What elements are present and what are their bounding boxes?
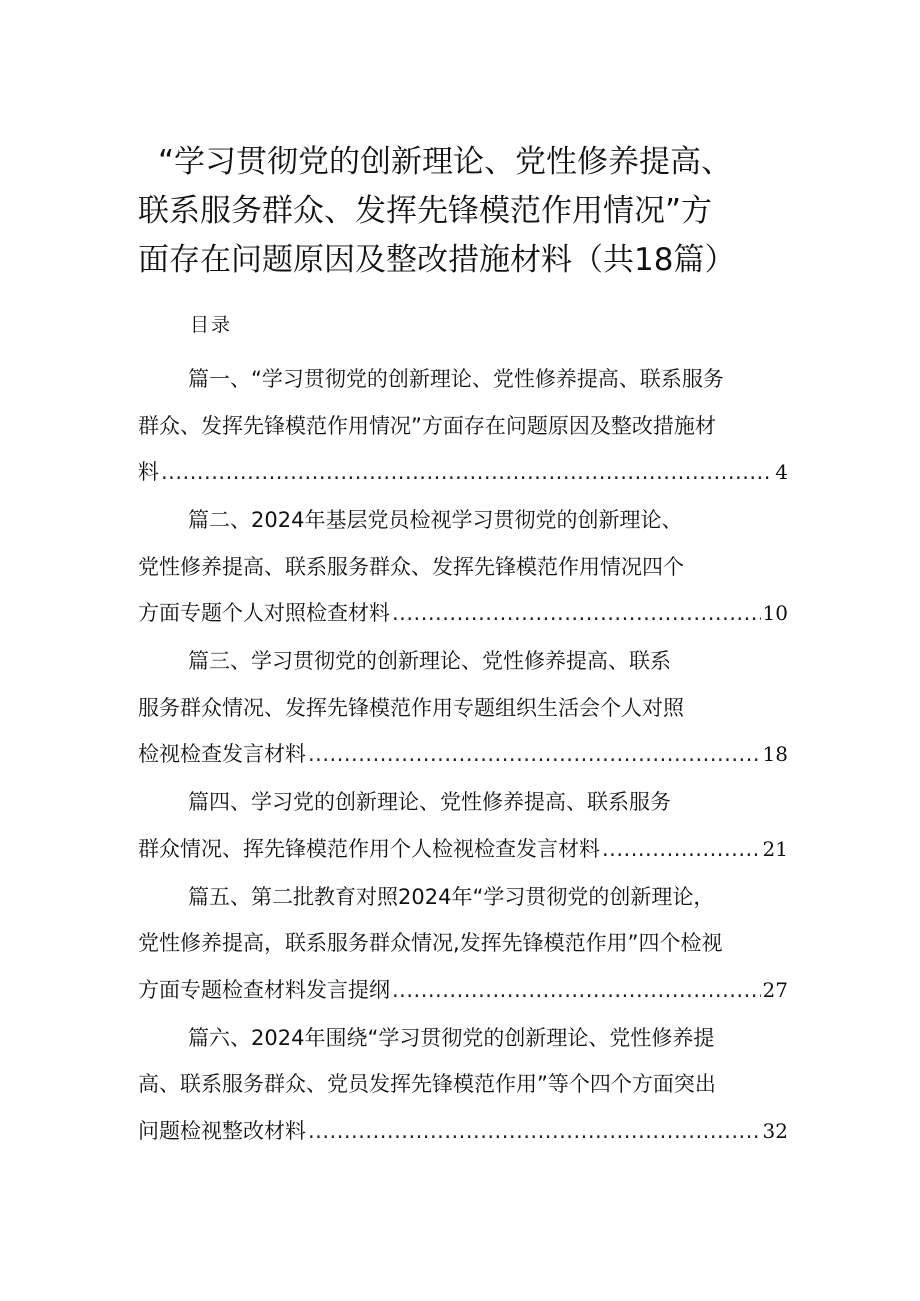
toc-page-number: 27 <box>762 977 788 1002</box>
dot-leader <box>308 731 761 778</box>
toc-heading: 目录 <box>190 314 233 336</box>
toc-entry-text: 篇四、学习党的创新理论、党性修养提高、联系服务 <box>188 790 671 814</box>
toc-entry-text: 篇三、学习贯彻党的创新理论、党性修养提高、联系 <box>188 649 671 673</box>
toc-entry-text: 党性修养提高，联系服务群众情况,发挥先锋模范作用”四个检视 <box>138 931 723 955</box>
toc-entry-text: 篇二、2024年基层党员检视学习贯彻党的创新理论、 <box>188 508 683 532</box>
toc-entry-text: 篇一、“学习贯彻党的创新理论、党性修养提高、联系服务 <box>188 367 724 391</box>
toc-entry-text: 问题检视整改材料 <box>138 1118 306 1143</box>
title-line: “学习贯彻党的创新理论、党性修养提高、 <box>158 144 733 180</box>
toc-entry-text: 方面专题检查材料发言提纲 <box>138 977 390 1002</box>
title-line: 联系服务群众、发挥先锋模范作用情况”方 <box>138 193 713 229</box>
toc-entry-text: 料 <box>138 460 159 484</box>
toc-page-number: 4 <box>775 460 788 484</box>
toc-entry-text: 篇五、第二批教育对照2024年“学习贯彻党的创新理论， <box>188 884 715 909</box>
toc-entry-5[interactable] <box>138 874 788 1014</box>
document-title <box>138 138 788 285</box>
toc-entry-text: 方面专题个人对照检查材料 <box>138 601 390 625</box>
dot-leader <box>392 590 761 637</box>
toc-entry-6[interactable] <box>138 1015 788 1155</box>
toc-entry-1[interactable] <box>138 356 788 496</box>
toc-entry-text: 党性修养提高、联系服务群众、发挥先锋模范作用情况四个 <box>138 554 684 579</box>
dot-leader <box>392 967 761 1014</box>
toc-entry-2[interactable] <box>138 497 788 637</box>
toc-page-number: 10 <box>762 601 788 625</box>
toc-entry-3[interactable] <box>138 638 788 778</box>
table-of-contents <box>138 356 788 1154</box>
dot-leader <box>308 1108 761 1155</box>
toc-page-number: 18 <box>762 742 788 766</box>
toc-entry-text: 服务群众情况、发挥先锋模范作用专题组织生活会个人对照 <box>138 695 684 720</box>
title-line: 面存在问题原因及整改措施材料（共18篇） <box>138 242 736 278</box>
toc-page-number: 32 <box>762 1118 788 1143</box>
toc-page-number: 21 <box>762 836 788 861</box>
dot-leader <box>602 826 761 873</box>
toc-entry-text: 群众情况、挥先锋模范作用个人检视检查发言材料 <box>138 836 600 861</box>
dot-leader <box>161 449 773 496</box>
toc-entry-text: 检视检查发言材料 <box>138 742 306 766</box>
toc-entry-text: 高、联系服务群众、党员发挥先锋模范作用”等个四个方面突出 <box>138 1072 716 1096</box>
toc-entry-text: 篇六、2024年围绕“学习贯彻党的创新理论、党性修养提 <box>188 1025 715 1050</box>
toc-entry-text: 群众、发挥先锋模范作用情况”方面存在问题原因及整改措施材 <box>138 413 716 438</box>
toc-entry-4[interactable] <box>138 779 788 872</box>
